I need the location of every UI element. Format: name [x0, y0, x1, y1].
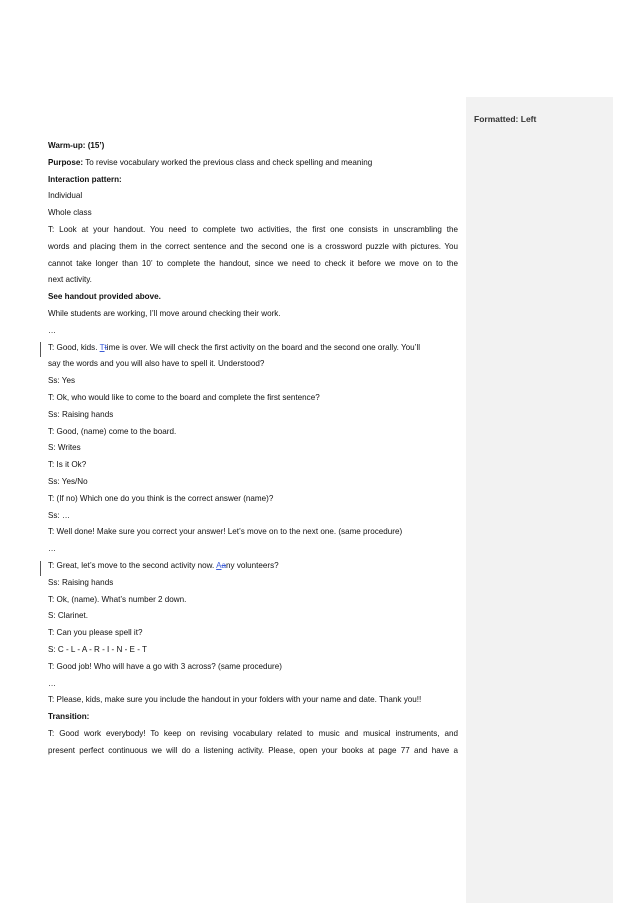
tracked-insertion: A — [216, 560, 222, 570]
dialogue-line: Ss: … — [48, 510, 71, 520]
paragraph-line: T: Look at your handout. You need to complete two activities, the first one consists in unscrambling the — [48, 224, 458, 234]
dialogue-line: Ss: Yes/No — [48, 476, 88, 486]
dialogue-text: ny volunteers? — [226, 560, 279, 570]
dialogue-line: T: Good job! Who will have a go with 3 across? (same procedure) — [48, 661, 282, 671]
tracked-deletion: t — [104, 342, 107, 352]
purpose-line — [48, 155, 458, 172]
dialogue-line: say the words and you will also have to spell it. Understood? — [48, 359, 265, 369]
transition-heading: Transition: — [48, 712, 90, 722]
ellipsis-line: … — [48, 678, 57, 688]
dialogue-line: S: Writes — [48, 443, 81, 453]
paragraph-line: cannot take longer than 10’ to complete the handout, since we need to check it before we move on to the — [48, 258, 458, 268]
dialogue-text: T: Great, let’s move to the second activity now. — [48, 560, 217, 570]
document-body — [48, 138, 458, 759]
dialogue-line: T: Ok, (name). What’s number 2 down. — [48, 594, 187, 604]
tracked-deletion: a — [221, 560, 227, 570]
transition-line: T: Good work everybody! To keep on revising vocabulary related to music and musical instruments, and — [48, 728, 458, 738]
interaction-whole-class: Whole class — [48, 208, 92, 218]
dialogue-line: T: Well done! Make sure you correct your answer! Let’s move on to the next one. (same procedure) — [48, 527, 403, 537]
handout-note: See handout provided above. — [48, 292, 161, 302]
change-bar-2 — [40, 561, 41, 576]
dialogue-line: Ss: Yes — [48, 376, 75, 386]
purpose-label: Purpose: — [48, 157, 84, 167]
interaction-individual: Individual — [48, 191, 83, 201]
change-bar-1 — [40, 342, 41, 357]
purpose-text: To revise vocabulary worked the previous class and check spelling and meaning — [83, 157, 373, 167]
ellipsis-line: … — [48, 544, 57, 554]
tracked-insertion: T — [99, 342, 105, 352]
comment-formatted-left: Formatted: Left — [474, 114, 537, 124]
ellipsis-line: … — [48, 325, 57, 335]
dialogue-line — [48, 340, 458, 357]
dialogue-line: T: (If no) Which one do you think is the correct answer (name)? — [48, 493, 274, 503]
dialogue-line: T: Is it Ok? — [48, 460, 87, 470]
dialogue-line — [48, 558, 458, 575]
paragraph-line: words and placing them in the correct sentence and the second one is a crossword puzzle with pictures. You — [48, 241, 458, 251]
dialogue-line: S: Clarinet. — [48, 611, 89, 621]
paragraph-line: next activity. — [48, 275, 92, 285]
dialogue-text: ime is over. We will check the first activity on the board and the second one orally. You’ll — [106, 342, 421, 352]
dialogue-line: Ss: Raising hands — [48, 577, 114, 587]
warmup-heading: Warm-up: (15’) — [48, 141, 105, 150]
dialogue-line: T: Good, (name) come to the board. — [48, 426, 177, 436]
dialogue-line: Ss: Raising hands — [48, 409, 114, 419]
dialogue-line: T: Please, kids, make sure you include the handout in your folders with your name and date. Thank you!! — [48, 695, 422, 705]
dialogue-text: T: Good, kids. — [48, 342, 100, 352]
dialogue-line: S: C - L - A - R - I - N - E - T — [48, 644, 147, 654]
interaction-heading: Interaction pattern: — [48, 174, 122, 184]
dialogue-line: T: Ok, who would like to come to the board and complete the first sentence? — [48, 392, 320, 402]
transition-line: present perfect continuous we will do a listening activity. Please, open your books at page 77 and have a — [48, 745, 458, 755]
dialogue-line: T: Can you please spell it? — [48, 628, 143, 638]
comment-pane — [466, 97, 613, 903]
while-working-line: While students are working, I’ll move around checking their work. — [48, 308, 281, 318]
